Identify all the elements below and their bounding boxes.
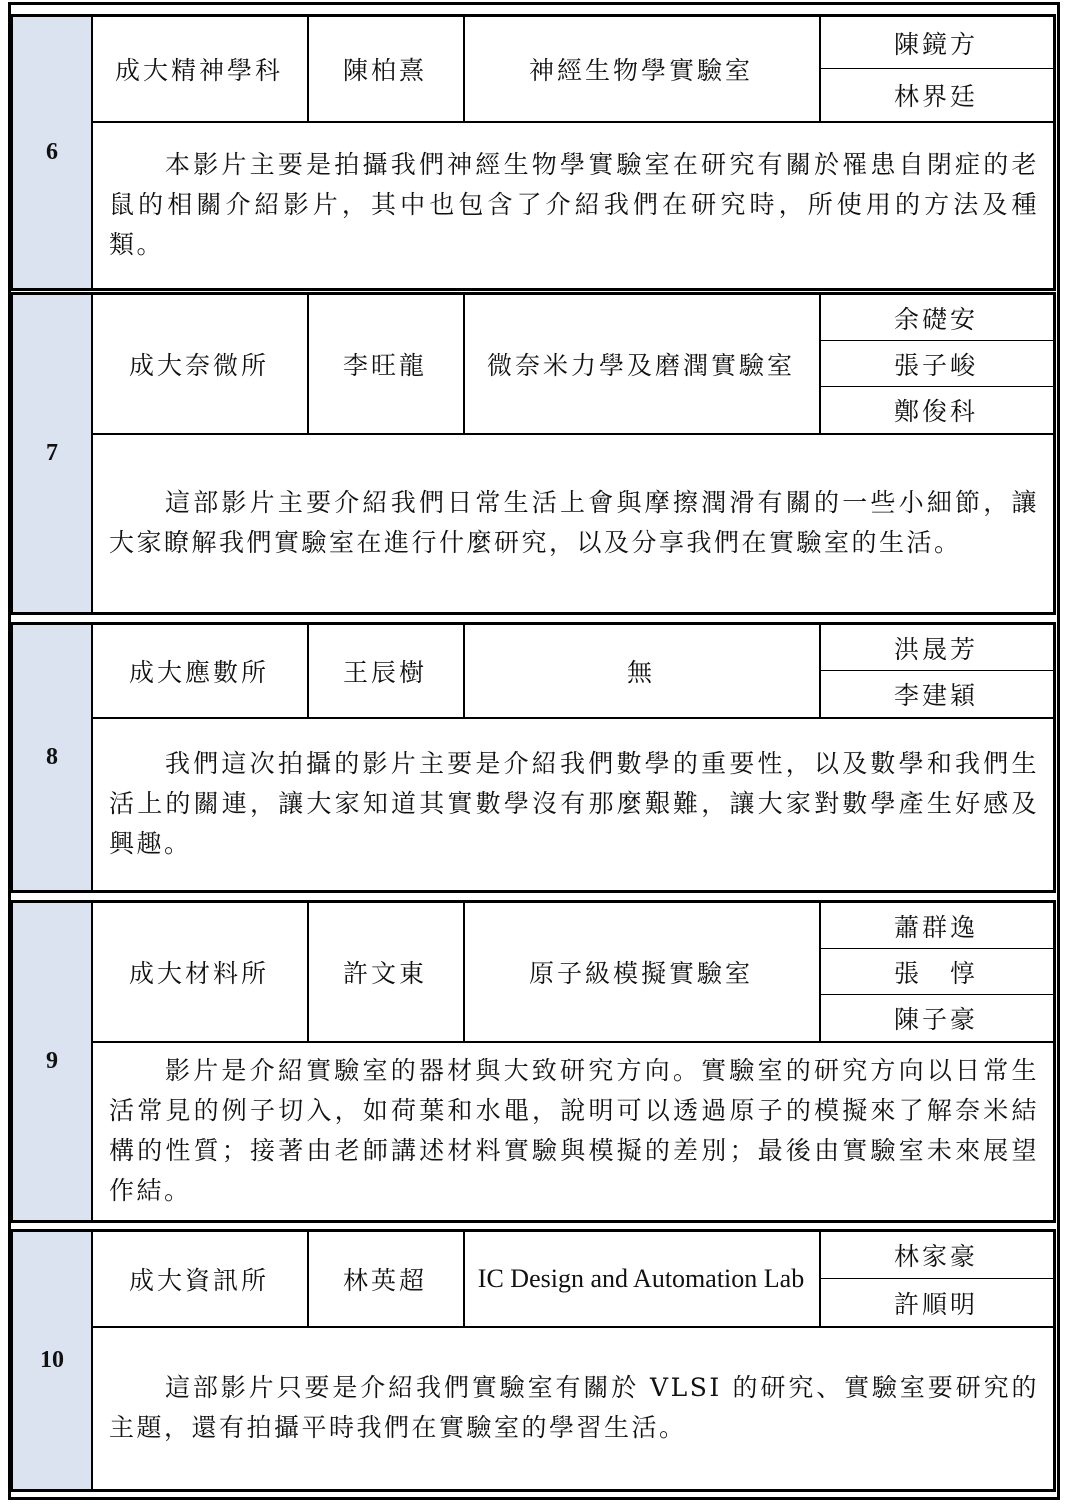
department-cell: 成大資訊所 <box>91 1232 309 1326</box>
lab-cell: 微奈米力學及磨潤實驗室 <box>463 295 821 433</box>
entry-number: 8 <box>13 625 93 890</box>
entry-info-row <box>91 903 1053 1043</box>
description-cell <box>91 433 1053 612</box>
entry-info-row <box>91 17 1053 123</box>
member-name: 李建穎 <box>893 681 978 710</box>
department-cell: 成大精神學科 <box>91 17 309 121</box>
department-cell: 成大應數所 <box>91 625 309 717</box>
member-name: 許順明 <box>893 1289 978 1319</box>
entry-number: 7 <box>13 295 93 612</box>
professor-cell: 陳柏熹 <box>307 17 465 121</box>
members-cell <box>819 295 1053 433</box>
department-cell: 成大奈微所 <box>91 295 309 433</box>
member-name: 余礎安 <box>819 295 1053 341</box>
entry-block <box>10 1229 1056 1492</box>
description-cell <box>91 717 1053 890</box>
entry-number: 9 <box>13 903 93 1220</box>
entry-number: 6 <box>13 17 93 288</box>
member-name: 蕭群逸 <box>819 903 1053 949</box>
lab-cell: 原子級模擬實驗室 <box>463 903 821 1041</box>
members-cell <box>819 17 1053 121</box>
entry-block <box>10 14 1056 291</box>
entry-block <box>10 622 1056 893</box>
member-name: 洪晟芳 <box>819 625 1053 671</box>
member-name: 林家豪 <box>819 1232 1053 1279</box>
professor-cell: 林英超 <box>307 1232 465 1326</box>
entry-info-row <box>91 625 1053 719</box>
description-text: 我們這次拍攝的影片主要是介紹我們數學的重要性，以及數學和我們生活上的關連，讓大家知道其實數學沒有那麼艱難，讓大家對數學產生好感及興趣。 <box>109 748 1039 858</box>
entry-info-row <box>91 295 1053 435</box>
description-text: 這部影片只要是介紹我們實驗室有關於 VLSI 的研究、實驗室要研究的主題，還有拍攝平時我們在實驗室的學習生活。 <box>109 1372 1039 1442</box>
entry-block <box>10 900 1056 1223</box>
members-cell <box>819 903 1053 1041</box>
member-name: 張 惇 <box>819 949 1053 995</box>
description-text: 本影片主要是拍攝我們神經生物學實驗室在研究有關於罹患自閉症的老鼠的相關介紹影片，其中也包含了介紹我們在研究時，所使用的方法及種類。 <box>109 149 1039 259</box>
description-cell <box>91 121 1053 288</box>
lab-cell: 神經生物學實驗室 <box>463 17 821 121</box>
members-cell <box>819 625 1053 717</box>
members-cell <box>819 1232 1053 1326</box>
member-name: 張子峻 <box>819 341 1053 387</box>
professor-cell: 許文東 <box>307 903 465 1041</box>
description-cell <box>91 1041 1053 1220</box>
description-text: 影片是介紹實驗室的器材與大致研究方向。實驗室的研究方向以日常生活常見的例子切入，如荷葉和水黽，說明可以透過原子的模擬來了解奈米結構的性質；接著由老師講述材料實驗與模擬的差別；最後由實驗室未來展望作結。 <box>109 1055 1039 1205</box>
member-name: 林界廷 <box>893 82 978 111</box>
professor-cell: 李旺龍 <box>307 295 465 433</box>
description-cell <box>91 1326 1053 1489</box>
department-cell: 成大材料所 <box>91 903 309 1041</box>
member-name: 鄭俊科 <box>893 397 978 426</box>
professor-cell: 王辰樹 <box>307 625 465 717</box>
entry-block <box>10 292 1056 615</box>
member-name: 陳子豪 <box>893 1005 978 1034</box>
description-text: 這部影片主要介紹我們日常生活上會與摩擦潤滑有關的一些小細節，讓大家瞭解我們實驗室在進行什麼研究，以及分享我們在實驗室的生活。 <box>109 487 1039 557</box>
member-name: 陳鏡方 <box>819 17 1053 69</box>
entry-number: 10 <box>13 1232 93 1489</box>
lab-cell: 無 <box>463 625 821 717</box>
lab-cell: IC Design and Automation Lab <box>463 1232 821 1326</box>
entry-info-row <box>91 1232 1053 1328</box>
